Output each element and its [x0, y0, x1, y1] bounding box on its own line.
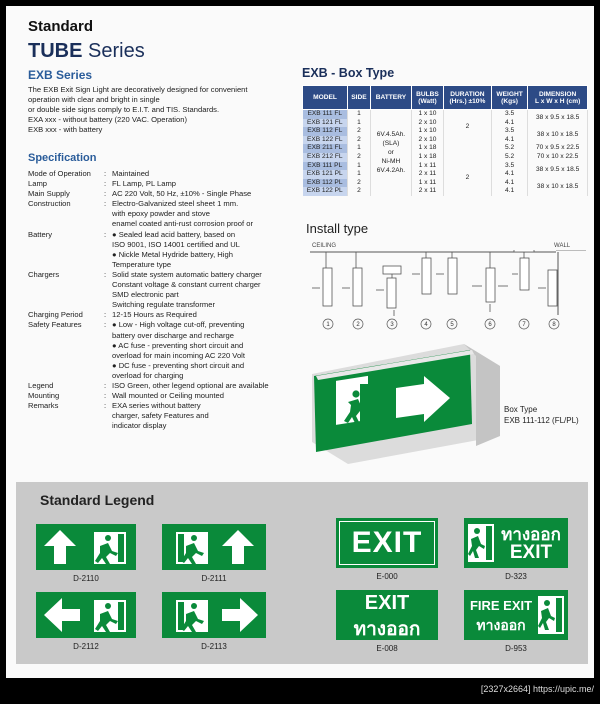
spec-row: Construction : Electro-Galvanized steel sheet 1 mm. — [28, 199, 303, 209]
spec-value: Constant voltage & constant current charger — [112, 280, 261, 290]
table-cell: 1 x 11 — [412, 162, 444, 171]
table-cell — [370, 110, 411, 196]
spec-value: ISO Green, other legend optional are available — [112, 380, 269, 390]
spec-row — [28, 371, 303, 381]
table-cell: 70 x 9.5 x 22.5 — [528, 144, 588, 153]
code-d-2110: D-2110 — [73, 574, 99, 583]
spec-row — [28, 250, 303, 260]
spec-row — [28, 411, 303, 421]
spec-value: battery over discharge and recharge — [112, 330, 234, 340]
spec-row — [28, 331, 303, 341]
table-row — [303, 110, 588, 119]
battery-text: 6V.4.5Ah. — [376, 131, 406, 139]
spec-row: Legend : ISO Green, other legend optional are available — [28, 381, 303, 391]
table-cell: EXB 112 PL — [303, 179, 348, 188]
table-cell: 4.1 — [491, 179, 527, 188]
spec-key: Mounting — [28, 391, 60, 401]
battery-text: Ni-MH — [381, 158, 401, 166]
exit-box-photo — [304, 336, 504, 466]
table-header: WEIGHT (Kgs) — [491, 86, 527, 110]
spec-key: Construction — [28, 199, 71, 209]
table-cell: EXB 112 FL — [303, 127, 348, 136]
spec-value: overload for charging — [112, 370, 184, 380]
spec-key: Mode of Operation — [28, 169, 91, 178]
spec-row: Lamp : FL Lamp, PL Lamp — [28, 179, 303, 189]
code-d-953: D-953 — [505, 644, 527, 653]
table-cell: 2 — [348, 136, 371, 145]
table-cell: 1 — [348, 119, 371, 128]
spec-value: ● AC fuse - preventing short circuit and — [112, 340, 244, 350]
code-e-008: E-008 — [376, 644, 398, 653]
spec-key: Battery — [28, 229, 53, 239]
catalog-page — [6, 6, 594, 678]
wall-label: WALL — [554, 243, 571, 249]
box-type-title: EXB - Box Type — [302, 66, 395, 80]
table-header: DURATION (Hrs.) ±10% — [443, 86, 491, 110]
table-cell: 2 x 10 — [412, 119, 444, 128]
table-cell: 2 — [443, 110, 491, 145]
install-type-title: Install type — [306, 221, 369, 236]
running-man-icon — [538, 596, 564, 634]
spec-key: Safety Features — [28, 320, 82, 330]
code-e-000: E-000 — [376, 572, 398, 581]
fire-exit-text: FIRE EXIT — [469, 598, 533, 613]
spec-value: Electro-Galvanized steel sheet 1 mm. — [112, 199, 239, 209]
table-cell: 2 — [348, 153, 371, 162]
table-cell: 2 x 11 — [412, 170, 444, 179]
right-arrow-icon — [162, 592, 266, 638]
code-d-2112: D-2112 — [73, 642, 99, 651]
table-cell: 3.5 — [491, 110, 527, 119]
sign-d-323 — [464, 518, 568, 568]
table-cell: EXB 111 FL — [303, 110, 348, 119]
exit-text: EXIT — [509, 542, 553, 563]
sign-d-2113 — [162, 592, 266, 638]
spec-value: indicator display — [112, 421, 167, 431]
spec-value: Solid state system automatic battery charger — [112, 269, 262, 279]
spec-key: Lamp — [28, 179, 47, 189]
install-num-6: 6 — [488, 322, 492, 328]
spec-row: Battery : ● Sealed lead acid battery, based on — [28, 230, 303, 240]
thai-text: ทางออก — [476, 617, 526, 633]
ceiling-label: CEILING — [312, 243, 337, 249]
table-row — [303, 162, 588, 171]
install-num-1: 1 — [326, 322, 330, 328]
table-header: BULBS (Watt) — [412, 86, 444, 110]
exit-text: EXIT — [364, 592, 410, 614]
sign-d-2112 — [36, 592, 136, 638]
battery-text: 6V.4.2Ah. — [376, 167, 406, 175]
table-cell: EXB 122 PL — [303, 187, 348, 196]
image-source-footer: [2327x2664] https://upic.me/ — [480, 684, 594, 694]
running-man-icon — [468, 524, 494, 562]
code-d-2111: D-2111 — [201, 574, 227, 583]
table-cell: 4.1 — [491, 119, 527, 128]
spec-row: Mounting : Wall mounted or Ceiling mounted — [28, 391, 303, 401]
spec-key: Chargers — [28, 269, 60, 279]
table-cell: 4.1 — [491, 170, 527, 179]
spec-value: Switching regulate transformer — [112, 300, 215, 310]
spec-value: ● DC fuse - preventing short circuit and — [112, 360, 245, 370]
table-cell: 2 — [348, 179, 371, 188]
sign-e-000 — [336, 518, 438, 568]
spec-row: Chargers : Solid state system automatic battery charger — [28, 270, 303, 280]
table-cell: 3.5 — [491, 162, 527, 171]
code-d-323: D-323 — [505, 572, 527, 581]
table-cell: 1 x 18 — [412, 144, 444, 153]
table-cell: 1 — [348, 162, 371, 171]
spec-row — [28, 290, 303, 300]
battery-text: or — [387, 149, 394, 157]
table-cell: EXB 111 PL — [303, 162, 348, 171]
table-cell: EXB 211 FL — [303, 144, 348, 153]
box-type-table — [302, 85, 588, 196]
thai-text: ทางออก — [501, 525, 561, 544]
code-d-2113: D-2113 — [201, 642, 227, 651]
install-num-2: 2 — [356, 322, 360, 328]
spec-row — [28, 351, 303, 361]
table-cell: 1 — [348, 110, 371, 119]
table-cell: 2 x 10 — [412, 136, 444, 145]
install-num-8: 8 — [552, 322, 556, 328]
spec-value: charger, safety Features and — [112, 411, 209, 421]
spec-value: Maintained — [112, 169, 150, 178]
spec-row: Mode of Operation : Maintained — [28, 169, 303, 179]
table-cell: 3.5 — [491, 127, 527, 136]
table-cell: 5.2 — [491, 144, 527, 153]
standard-heading: Standard — [28, 18, 94, 35]
table-cell: 2 x 11 — [412, 187, 444, 196]
table-header: MODEL — [303, 86, 348, 110]
spec-row — [28, 300, 303, 310]
table-header: SIDE — [348, 86, 371, 110]
spec-value: ● Low - High voltage cut-off, preventing — [112, 320, 245, 330]
spec-value: EXA series without battery — [112, 401, 201, 411]
table-cell: 38 x 10 x 18.5 — [528, 179, 588, 196]
table-cell: 38 x 9.5 x 18.5 — [528, 162, 588, 179]
install-num-4: 4 — [424, 322, 428, 328]
left-arrow-icon — [36, 592, 136, 638]
spec-value: Wall mounted or Ceiling mounted — [112, 391, 224, 401]
box-type-caption: Box Type EXB 111-112 (FL/PL) — [504, 405, 579, 425]
specification-heading: Specification — [28, 152, 97, 164]
spec-value: overload for main incoming AC 220 Volt — [112, 350, 245, 360]
table-cell: 2 — [348, 127, 371, 136]
spec-key: Legend — [28, 380, 54, 390]
spec-row — [28, 240, 303, 250]
table-cell: 38 x 10 x 18.5 — [528, 127, 588, 144]
table-cell: 4.1 — [491, 136, 527, 145]
spec-value: FL Lamp, PL Lamp — [112, 179, 177, 189]
install-num-3: 3 — [390, 322, 394, 328]
install-num-5: 5 — [450, 322, 454, 328]
battery-text: (SLA) — [382, 140, 400, 148]
table-cell: 1 — [348, 170, 371, 179]
spec-row — [28, 361, 303, 371]
table-cell: 1 x 18 — [412, 153, 444, 162]
table-cell: 4.1 — [491, 187, 527, 196]
spec-row — [28, 209, 303, 219]
spec-row — [28, 280, 303, 290]
sign-d-2110 — [36, 524, 136, 570]
sign-d-2111 — [162, 524, 266, 570]
table-row — [303, 144, 588, 153]
tube-series-title: TUBE Series — [28, 40, 145, 62]
spec-key: Main Supply — [28, 189, 70, 199]
spec-value: AC 220 Volt, 50 Hz, ±10% - Single Phase — [112, 189, 252, 199]
table-header: DIMENSION L x W x H (cm) — [528, 86, 588, 110]
up-arrow-icon — [36, 524, 136, 570]
spec-row — [28, 219, 303, 229]
table-cell: 38 x 9.5 x 18.5 — [528, 110, 588, 128]
exb-series-heading: EXB Series — [28, 68, 93, 82]
spec-row: Safety Features : ● Low - High voltage cut-off, preventing — [28, 320, 303, 330]
sign-d-953 — [464, 590, 568, 640]
spec-key: Charging Period — [28, 310, 83, 320]
specification-list — [28, 169, 303, 431]
spec-value: with epoxy powder and stove — [112, 209, 210, 219]
spec-row: Remarks : EXA series without battery — [28, 401, 303, 411]
spec-row — [28, 341, 303, 351]
spec-value: Temperature type — [112, 259, 172, 269]
sign-e-008 — [336, 590, 438, 640]
spec-value: 12-15 Hours as Required — [112, 310, 197, 320]
spec-key: Remarks — [28, 401, 59, 411]
table-cell: 1 x 11 — [412, 179, 444, 188]
spec-value: SMD electronic part — [112, 290, 179, 300]
table-cell: 2 — [348, 187, 371, 196]
table-cell: 2 — [443, 162, 491, 196]
table-cell: 1 — [348, 144, 371, 153]
exit-text: EXIT — [351, 526, 423, 559]
table-cell: 5.2 — [491, 153, 527, 162]
table-header: BATTERY — [370, 86, 411, 110]
spec-row — [28, 260, 303, 270]
spec-row — [28, 421, 303, 431]
table-cell: EXB 121 FL — [303, 119, 348, 128]
table-cell: EXB 122 FL — [303, 136, 348, 145]
thai-text: ทางออก — [353, 619, 421, 640]
up-arrow-icon — [162, 524, 266, 570]
table-cell: EXB 212 FL — [303, 153, 348, 162]
spec-value: ● Sealed lead acid battery, based on — [112, 229, 236, 239]
spec-value: ● Nickle Metal Hydride battery, High — [112, 249, 233, 259]
standard-legend-title: Standard Legend — [40, 492, 155, 508]
table-cell: 1 x 10 — [412, 127, 444, 136]
table-cell: 1 x 10 — [412, 110, 444, 119]
table-cell: 70 x 10 x 22.5 — [528, 153, 588, 162]
spec-row: Main Supply : AC 220 Volt, 50 Hz, ±10% - Single Phase — [28, 189, 303, 199]
install-num-7: 7 — [522, 322, 526, 328]
install-diagram — [306, 250, 588, 334]
table-cell: EXB 121 PL — [303, 170, 348, 179]
spec-value: ISO 9001, ISO 14001 certified and UL — [112, 239, 240, 249]
spec-row: Charging Period : 12-15 Hours as Required — [28, 310, 303, 320]
description: The EXB Exit Sign Light are decoratively designed for convenient operation with clear and bright in single or double side signs comply to E.I.T. and TIS. Standards. EXA xxx - without battery (220 VAC. Operation) EXB xxx - with battery — [28, 85, 248, 134]
spec-value: enamel coated anti-rust corrosion proof or — [112, 219, 253, 229]
table-cell — [443, 144, 491, 161]
